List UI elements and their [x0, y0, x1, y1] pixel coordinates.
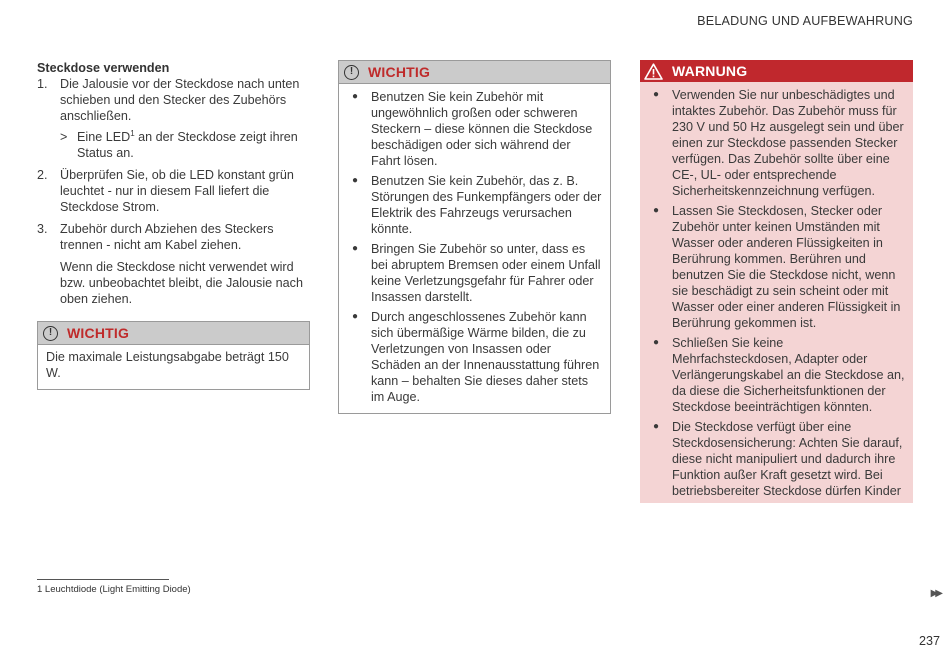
- bullet-icon: ●: [653, 421, 660, 432]
- important-label: WICHTIG: [67, 325, 130, 341]
- important-box-header: [38, 322, 309, 345]
- step-number: 3.: [37, 222, 48, 236]
- step-number: 1.: [37, 77, 48, 91]
- warning-triangle-icon: [644, 63, 663, 80]
- list-item: [347, 241, 602, 305]
- bullet-text: Bringen Sie Zubehör so unter, dass es bei abruptem Bremsen oder einem Unfall keine Verletzungsgefahr für Fahrer oder Insassen darstellt.: [371, 242, 601, 304]
- footnote-reference[interactable]: 1: [130, 128, 135, 138]
- bullet-text: Benutzen Sie kein Zubehör, das z. B. Störungen des Funkempfängers oder der Elektrik des Fahrzeugs verursachen könnte.: [371, 174, 602, 236]
- page-header-title: BELADUNG UND AUFBEWAHRUNG: [697, 14, 913, 28]
- bullet-icon: ●: [352, 91, 359, 102]
- warning-bullets: [648, 87, 905, 499]
- bullet-icon: ●: [352, 311, 359, 322]
- result-marker: >: [60, 130, 68, 144]
- result-text-after: an der Steckdose zeigt ihren Status an.: [77, 130, 298, 160]
- important-label: WICHTIG: [368, 64, 431, 80]
- warning-label: WARNUNG: [672, 63, 748, 79]
- footnote-text: Leuchtdiode (Light Emitting Diode): [42, 584, 191, 595]
- warning-box: [640, 60, 913, 503]
- important-box-text: Die maximale Leistungsabgabe beträgt 150 W.: [46, 350, 289, 380]
- bullet-icon: ●: [653, 337, 660, 348]
- bullet-text: Verwenden Sie nur unbeschädigtes und intaktes Zubehör. Das Zubehör muss für 230 V und 50 Hz ausgelegt sein und über einen zur Steckdose passenden Stecker verfügen. Das Zubehör sollte über eine CE-, UL- oder entsprechende Sicherheitskennzeichnung verfügen.: [672, 88, 904, 198]
- middle-column: [338, 60, 611, 414]
- bullet-text: Lassen Sie Steckdosen, Stecker oder Zubehör unter keinen Umständen mit Wasser oder anderen Flüssigkeiten in Berührung kommen. Berühren und benutzen Sie die Steckdose nicht, wenn sie beschädigt zu sein scheint oder mit Wasser oder einer anderen Flüssigkeit in Berührung gekommen ist.: [672, 204, 901, 330]
- step-text: Die Jalousie vor der Steckdose nach unten schieben und den Stecker des Zubehörs anschließen.: [60, 77, 300, 123]
- list-item: [347, 309, 602, 405]
- right-column: [640, 60, 913, 503]
- step-number: 2.: [37, 168, 48, 182]
- list-item: [648, 335, 905, 415]
- list-item: [648, 419, 905, 499]
- step-2: [37, 167, 310, 215]
- important-box-body: [339, 84, 610, 413]
- important-box-header: [339, 61, 610, 84]
- bullet-icon: ●: [653, 89, 660, 100]
- footnote: [37, 584, 191, 596]
- bullet-icon: ●: [352, 243, 359, 254]
- bullet-icon: ●: [653, 205, 660, 216]
- page-number: 237: [918, 634, 940, 648]
- info-exclamation-icon: !: [344, 65, 359, 80]
- bullet-text: Schließen Sie keine Mehrfachsteckdosen, Adapter oder Verlängerungskabel an die Steckdose an, da diese die Sicherheitsfunktionen der Steckdose beeinträchtigen könnten.: [672, 336, 905, 414]
- important-box-left: [37, 321, 310, 390]
- result-text-before: Eine LED: [77, 130, 131, 144]
- bullet-text: Die Steckdose verfügt über eine Steckdosensicherung: Achten Sie darauf, diese nicht manipuliert und dadurch ihre Funktion außer Kraft gesetzt wird. Bei betriebsbereiter Steckdose dürfen Kinder: [672, 420, 903, 498]
- info-exclamation-icon: !: [43, 326, 58, 341]
- step-result: [60, 129, 310, 161]
- section-heading: Steckdose verwenden: [37, 61, 170, 75]
- list-item: [648, 203, 905, 331]
- steps-list: [37, 76, 310, 307]
- footnote-divider: [37, 579, 169, 580]
- important-bullets: [347, 89, 602, 405]
- footnote-marker: 1: [37, 584, 43, 595]
- warning-box-body: [640, 82, 913, 503]
- step-text: Überprüfen Sie, ob die LED konstant grün leuchtet - nur in diesem Fall liefert die Steckdose Strom.: [60, 168, 294, 214]
- next-page-icon[interactable]: ▶▶: [930, 588, 940, 599]
- bullet-text: Durch angeschlossenes Zubehör kann sich übermäßige Wärme bilden, die zu Verletzungen von Insassen oder Schäden an der Innenausstattung führen kann – behalten Sie dieses daher stets im Auge.: [371, 310, 600, 404]
- left-column: [37, 60, 310, 390]
- step-3: [37, 221, 310, 307]
- step-1: [37, 76, 310, 161]
- warning-box-header: [640, 60, 913, 82]
- list-item: [648, 87, 905, 199]
- important-box-middle: [338, 60, 611, 414]
- step-note: Wenn die Steckdose nicht verwendet wird bzw. unbeobachtet bleibt, die Jalousie nach oben ziehen.: [60, 260, 303, 306]
- bullet-text: Benutzen Sie kein Zubehör mit ungewöhnlich großen oder schweren Steckern – diese können die Steckdose beschädigen oder sich während der Fahrt lösen.: [371, 90, 593, 168]
- list-item: [347, 173, 602, 237]
- list-item: [347, 89, 602, 169]
- bullet-icon: ●: [352, 175, 359, 186]
- step-text: Zubehör durch Abziehen des Steckers trennen - nicht am Kabel ziehen.: [60, 222, 274, 252]
